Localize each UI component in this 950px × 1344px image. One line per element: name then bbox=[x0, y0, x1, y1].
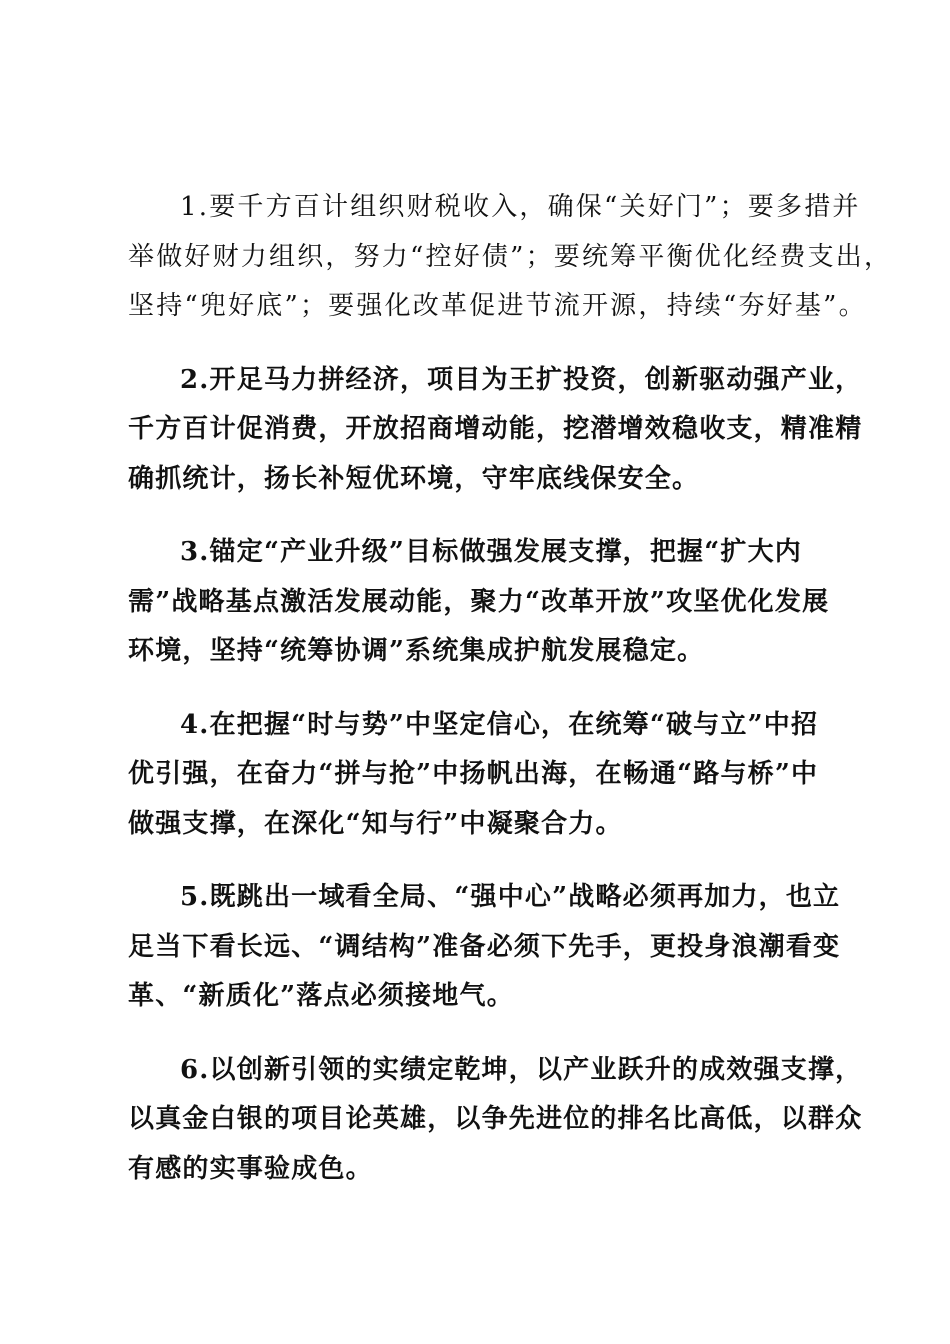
paragraph-5 bbox=[128, 873, 841, 1022]
paragraph-line: 举做好财力组织，努力“控好债”；要统筹平衡优化经费支出， bbox=[128, 241, 893, 272]
paragraph-line: 千方百计促消费，开放招商增动能，挖潜增效稳收支，精准精 bbox=[128, 414, 863, 444]
document-body bbox=[128, 183, 893, 1218]
paragraph-2 bbox=[128, 356, 863, 505]
paragraph-line: 1.要千方百计组织财税收入，确保“关好门”；要多措并 bbox=[180, 192, 861, 222]
paragraph-1 bbox=[128, 183, 893, 332]
paragraph-line: 革、“新质化”落点必须接地气。 bbox=[128, 981, 514, 1011]
paragraph-line: 3.锚定“产业升级”目标做强发展支撑，把握“扩大内 bbox=[180, 537, 803, 567]
paragraph-line: 坚持“兜好底”；要强化改革促进节流开源，持续“夯好基”。 bbox=[128, 291, 867, 321]
paragraph-line: 6.以创新引领的实绩定乾坤，以产业跃升的成效强支撑， bbox=[180, 1054, 863, 1085]
paragraph-line: 需”战略基点激活发展动能，聚力“改革开放”攻坚优化发展 bbox=[128, 586, 830, 617]
paragraph-line: 以真金白银的项目论英雄，以争先进位的排名比高低，以群众 bbox=[128, 1104, 863, 1134]
paragraph-line: 确抓统计，扬长补短优环境，守牢底线保安全。 bbox=[128, 463, 700, 494]
paragraph-line: 有感的实事验成色。 bbox=[128, 1153, 373, 1184]
paragraph-6 bbox=[128, 1046, 863, 1195]
paragraph-line: 优引强，在奋力“拼与抢”中扬帆出海，在畅通“路与桥”中 bbox=[128, 759, 819, 789]
paragraph-line: 做强支撑，在深化“知与行”中凝聚合力。 bbox=[128, 808, 623, 839]
paragraph-4 bbox=[128, 701, 828, 850]
paragraph-line: 4.在把握“时与势”中坚定信心，在统筹“破与立”中招 bbox=[180, 709, 819, 740]
paragraph-3 bbox=[128, 528, 828, 677]
paragraph-line: 5.既跳出一域看全局、“强中心”战略必须再加力，也立 bbox=[180, 882, 841, 912]
paragraph-line: 足当下看长远、“调结构”准备必须下先手，更投身浪潮看变 bbox=[128, 931, 841, 962]
paragraph-line: 2.开足马力拼经济，项目为王扩投资，创新驱动强产业， bbox=[180, 364, 863, 395]
paragraph-line: 环境，坚持“统筹协调”系统集成护航发展稳定。 bbox=[128, 636, 705, 666]
